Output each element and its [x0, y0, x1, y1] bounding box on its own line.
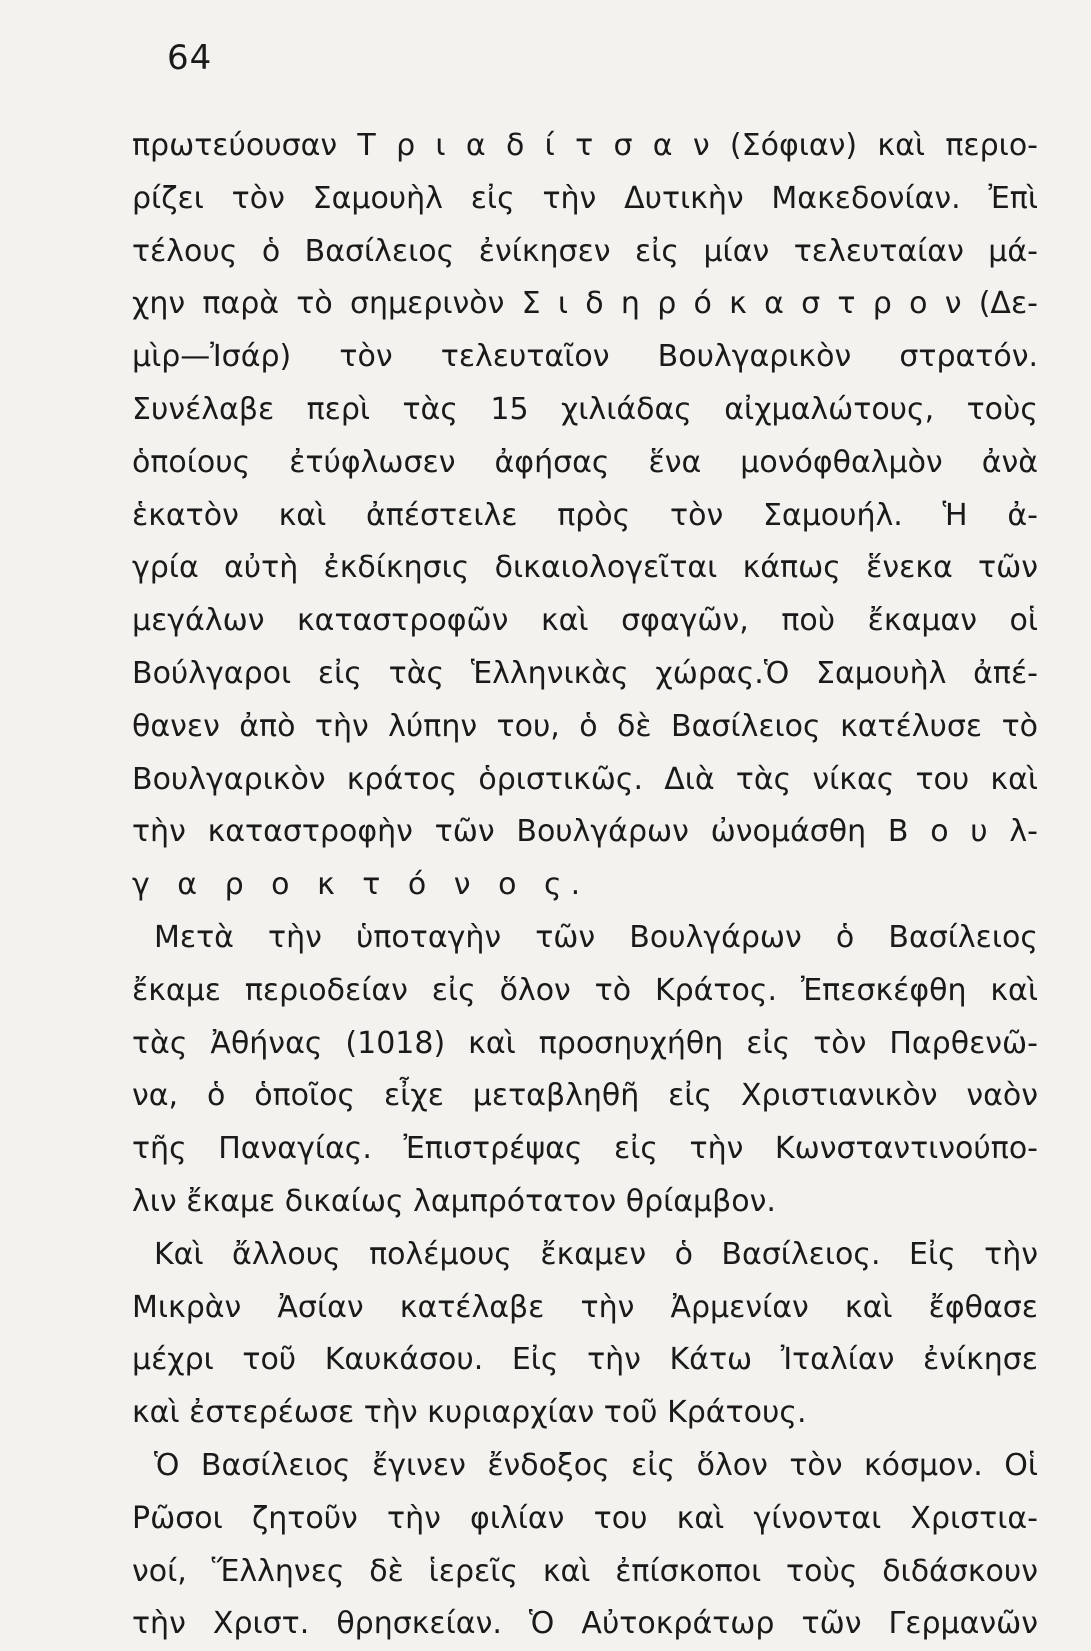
text-line: τέλους ὁ Βασίλειος ἐνίκησεν εἰς μίαν τελευταίαν μά-	[132, 233, 1038, 269]
text-line: τὴν καταστροφὴν τῶν Βουλγάρων ὠνομάσθη Β ο υ λ-	[132, 814, 1038, 850]
text-line: Μικρὰν Ἀσίαν κατέλαβε τὴν Ἀρμενίαν καὶ ἔφθασε	[132, 1289, 1038, 1325]
text-line: Ρῶσοι ζητοῦν τὴν φιλίαν του καὶ γίνονται Χριστια-	[132, 1500, 1038, 1536]
text-line: μεγάλων καταστροφῶν καὶ σφαγῶν, ποὺ ἔκαμαν οἱ	[132, 603, 1038, 639]
page-number: 64	[167, 38, 213, 78]
text-line: Βούλγαροι εἰς τὰς Ἑλληνικὰς χώρας.Ὁ Σαμουὴλ ἀπέ-	[132, 655, 1038, 691]
text-line: ἑκατὸν καὶ ἀπέστειλε πρὸς τὸν Σαμουήλ. Ἡ ἀ-	[132, 497, 1038, 533]
text-line: Συνέλαβε περὶ τὰς 15 χιλιάδας αἰχμαλώτους, τοὺς	[132, 391, 1038, 427]
text-line: χην παρὰ τὸ σημερινὸν Σ ι δ η ρ ό κ α σ τ ρ ο ν (Δε-	[132, 286, 1038, 322]
text-line: γρία αὐτὴ ἐκδίκησις δικαιολογεῖται κάπως ἕνεκα τῶν	[132, 550, 1038, 586]
text-line: Βουλγαρικὸν κράτος ὁριστικῶς. Διὰ τὰς νίκας του καὶ	[132, 761, 1038, 797]
text-line: ἔκαμε περιοδείαν εἰς ὅλον τὸ Κράτος. Ἐπεσκέφθη καὶ	[132, 972, 1038, 1008]
text-line: μέχρι τοῦ Καυκάσου. Εἰς τὴν Κάτω Ἰταλίαν ἐνίκησε	[132, 1342, 1038, 1378]
text-line: λιν ἔκαμε δικαίως λαμπρότατον θρίαμβον.	[132, 1183, 776, 1219]
text-line: Καὶ ἄλλους πολέμους ἔκαμεν ὁ Βασίλειος. Εἰς τὴν	[154, 1236, 1038, 1272]
text-line: ὁποίους ἐτύφλωσεν ἀφήσας ἕνα μονόφθαλμὸν ἀνὰ	[132, 444, 1038, 480]
text-line: μὶρ—Ἰσάρ) τὸν τελευταῖον Βουλγαρικὸν στρατόν.	[132, 339, 1038, 375]
text-line: πρωτεύουσαν Τ ρ ι α δ ί τ σ α ν (Σόφιαν) καὶ περιο-	[132, 128, 1038, 163]
text-line: νοί, Ἕλληνες δὲ ἱερεῖς καὶ ἐπίσκοποι τοὺς διδάσκουν	[132, 1553, 1038, 1589]
text-line: Ὁ Βασίλειος ἔγινεν ἔνδοξος εἰς ὅλον τὸν κόσμον. Οἱ	[154, 1447, 1038, 1483]
text-line: Μετὰ τὴν ὑποταγὴν τῶν Βουλγάρων ὁ Βασίλειος	[154, 919, 1038, 955]
text-line: τὴν Χριστ. θρησκείαν. Ὁ Αὐτοκράτωρ τῶν Γερμανῶν	[132, 1606, 1038, 1642]
text-line: τῆς Παναγίας. Ἐπιστρέψας εἰς τὴν Κωνσταντινούπο-	[132, 1131, 1038, 1167]
text-line: ρίζει τὸν Σαμουὴλ εἰς τὴν Δυτικὴν Μακεδονίαν. Ἐπὶ	[132, 180, 1038, 216]
text-line: να, ὁ ὁποῖος εἶχε μεταβληθῆ εἰς Χριστιανικὸν ναὸν	[132, 1078, 1038, 1114]
text-line: θανεν ἀπὸ τὴν λύπην του, ὁ δὲ Βασίλειος κατέλυσε τὸ	[132, 708, 1038, 744]
text-line: καὶ ἐστερέωσε τὴν κυριαρχίαν τοῦ Κράτους.	[132, 1395, 807, 1431]
body-text	[132, 120, 1038, 1651]
text-line: γ α ρ ο κ τ ό ν ο ς.	[132, 867, 590, 903]
text-line: τὰς Ἀθήνας (1018) καὶ προσηυχήθη εἰς τὸν Παρθενῶ-	[132, 1025, 1038, 1061]
